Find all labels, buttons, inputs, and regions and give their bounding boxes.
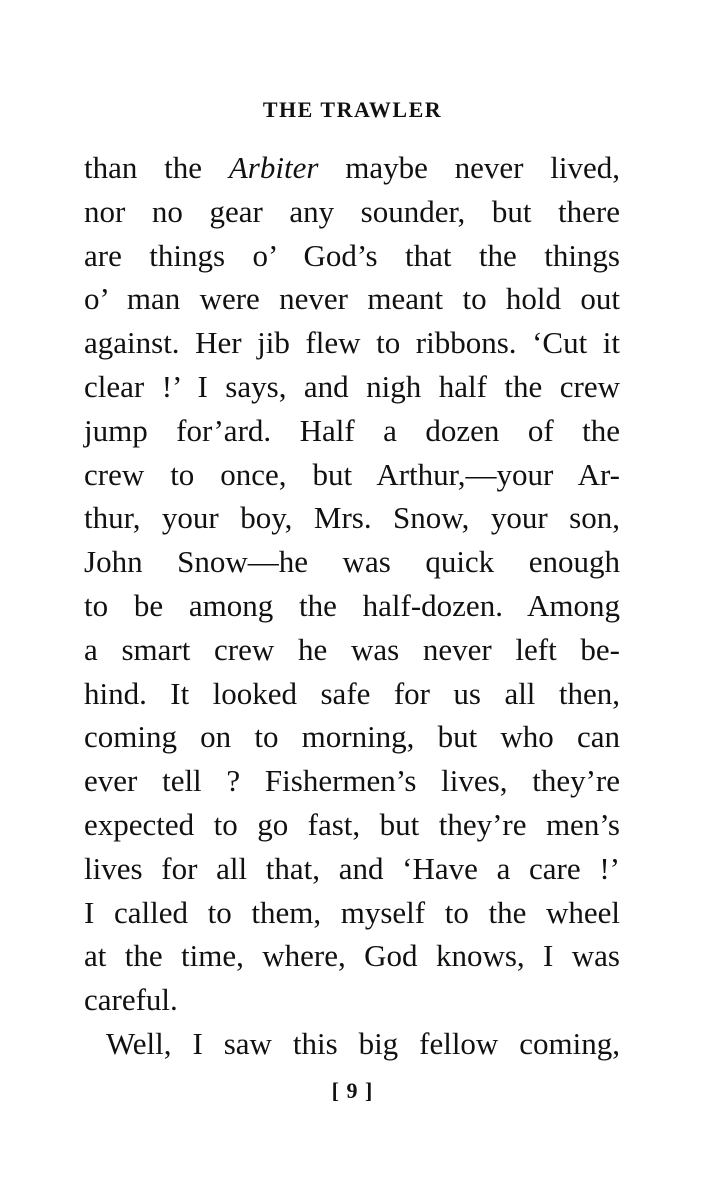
text-line: lives for all that, and ‘Have a care !’	[84, 850, 620, 886]
text-line: clear !’ I says, and nigh half the crew	[84, 368, 620, 404]
text-line: careful.	[84, 982, 178, 1018]
text-line: John Snow—he was quick enough	[84, 544, 620, 580]
text-line: against. Her jib flew to ribbons. ‘Cut it	[84, 325, 620, 361]
text-line: thur, your boy, Mrs. Snow, your son,	[84, 500, 620, 536]
line-text: than the	[84, 150, 229, 185]
text-line: ever tell ? Fishermen’s lives, they’re	[84, 763, 620, 799]
text-line: nor no gear any sounder, but there	[84, 193, 620, 229]
text-line: I called to them, myself to the wheel	[84, 894, 620, 930]
text-line: expected to go fast, but they’re men’s	[84, 806, 620, 842]
text-line: crew to once, but Arthur,—your Ar-	[84, 456, 620, 492]
ship-name: Arbiter	[228, 150, 319, 185]
text-line: to be among the half-dozen. Among	[84, 587, 620, 623]
running-head: THE TRAWLER	[262, 97, 443, 122]
text-line: coming on to morning, but who can	[84, 719, 620, 755]
text-line: a smart crew he was never left be-	[84, 631, 620, 667]
text-line: hind. It looked safe for us all then,	[84, 675, 620, 711]
text-line: are things o’ God’s that the things	[84, 237, 620, 273]
text-line: at the time, where, God knows, I was	[84, 938, 620, 974]
text-line	[84, 146, 620, 190]
body-text	[84, 146, 620, 1066]
text-line: Well, I saw this big fellow coming,	[106, 1025, 620, 1061]
page-number: [ 9 ]	[331, 1078, 374, 1103]
line-text: maybe never lived,	[318, 150, 620, 185]
text-line: jump for’ard. Half a dozen of the	[84, 412, 620, 448]
text-line: o’ man were never meant to hold out	[84, 281, 620, 317]
